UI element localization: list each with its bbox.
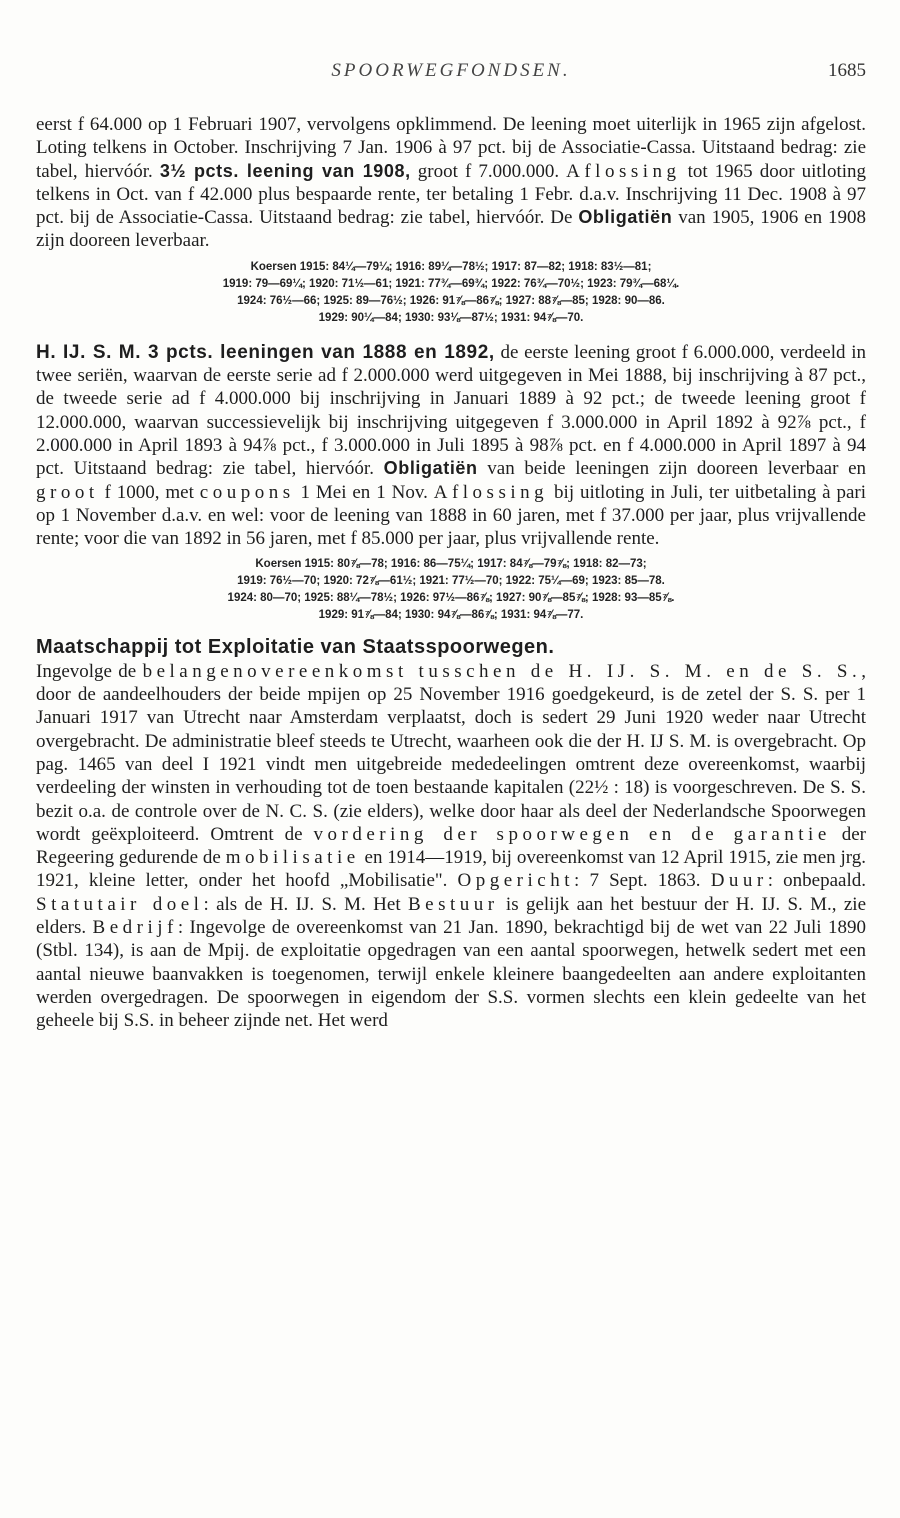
body-text: [36, 113, 866, 1033]
price-line: 1924: 76½—66; 1925: 89—76½; 1926: 91⅞—86⅞; 1927: 88⅞—85; 1928: 90—86.: [237, 294, 665, 307]
spaced-term: Aflossing: [433, 481, 549, 503]
paragraph-staatsspoorwegen: [36, 660, 866, 1033]
text-run: der Regeering gedurende de: [36, 823, 866, 869]
price-table-1: [36, 259, 866, 327]
spaced-term: mobilisatie: [225, 847, 360, 869]
section-heading: Maatschappij tot Exploitatie van Staatsspoorwegen.: [36, 636, 555, 659]
price-table-2: [36, 556, 866, 624]
price-line: 1929: 90¼—84; 1930: 93⅛—87½; 1931: 94⅞—70.: [318, 311, 584, 324]
text-run: : als de H. IJ. S. M. Het: [203, 893, 408, 915]
page-number: 1685: [828, 60, 866, 81]
spaced-term: coupons: [199, 481, 295, 503]
text-run: van 1905, 1906 en 1908 zijn dooreen leverbaar.: [36, 207, 866, 252]
spaced-term: Bestuur: [407, 893, 499, 915]
spaced-term: Opgericht: [457, 870, 575, 892]
running-title: SPOORWEGFONDSEN.: [331, 60, 571, 81]
text-run: : Ingevolge de overeenkomst van 21 Jan. 1890, bekrachtigd bij de wet van 22 Juli 1890 (Stbl. 134), is aan de Mpij. de exploitatie opgedragen van een aantal spoorwegen, hetwelk sedert met een aantal nieuwe baanvakken is toegenomen, terwijl enkele kleinere baangedeelten aan andere exploitanten werden overgedragen. De spoorwegen in eigendom der S.S. vormen slechts een klein gedeelte van het geheele bij S.S. in beheer zijnde net. Het werd: [36, 917, 866, 1032]
spaced-term: Bedrijf: [92, 917, 178, 939]
text-run: : onbepaald.: [767, 870, 867, 892]
spaced-term: groot: [36, 481, 99, 503]
price-line: 1919: 79—69¼; 1920: 71½—61; 1921: 77¾—69¾; 1922: 76¾—70½; 1923: 79¾—68¼.: [222, 277, 680, 290]
price-line: Koersen 1915: 84¼—79¼; 1916: 89¼—78½; 1917: 87—82; 1918: 83½—81;: [250, 260, 652, 273]
obligations-heading: Obligatiën: [578, 207, 673, 228]
spaced-term: vordering der spoorwegen en de garantie: [313, 823, 831, 845]
text-run: , door de aandeelhouders der beide mpijen op 25 November 1916 goedgekeurd, is de zetel der S. S. per 1 Januari 1917 van Utrecht naar Amsterdam verplaatst, doch is sedert 29 Juni 1920 weder naar Utrecht overgebracht. De administratie bleef steeds te Utrecht, waarheen ook die der H. IJ S. M. is overgebracht. Op pag. 1465 van deel I 1921 vindt men uitgebreide mededeelingen omtrent deze overeenkomst, waarbij verdeeling der winsten in verhouding tot de toen bestaande kapitalen (22½ : 18) is voorgeschreven. De S. S. bezit o.a. de controle over de N. C. S. (zie elders), welke door haar als deel der Nederlandsche Spoorwegen wordt geëxploiteerd. Omtrent de: [36, 660, 866, 845]
spaced-term: Statutair doel: [36, 893, 204, 915]
text-run: de eerste leening groot f 6.000.000, verdeeld in twee seriën, waarvan de eerste serie ad f 2.000.000 werd uitgegeven in Mei 1888, bij inschrijving à 87 pct., de tweede serie ad f 4.000.000 bij inschrijving in Januari 1889 à 92 pct.; de tweede leening groot f 12.000.000, waarvan successievelijk bij inschrijving uitgegeven f 3.000.000 in April 1892 à 92⅞ pct., f 2.000.000 in April 1893 à 94⅞ pct., f 3.000.000 in Juli 1895 à 98⅞ pct. en f 4.000.000 in April 1897 à 94 pct. Uitstaand bedrag: zie tabel, hiervóór.: [36, 341, 866, 480]
obligations-heading: Obligatiën: [383, 458, 478, 479]
price-line: Koersen 1915: 80⅞—78; 1916: 86—75¼; 1917: 84⅞—79⅞; 1918: 82—73;: [255, 558, 647, 571]
paragraph-loan-1908: [36, 113, 866, 253]
text-run: tot 1965 door uitloting telkens in Oct. van f 42.000 plus bespaarde rente, ter betaling 1 Febr. d.a.v. Inschrijving 11 Dec. 1908 à 97 pct. bij de Associatie-Cassa. Uitstaand bedrag: zie tabel, hiervóór. De: [36, 160, 866, 229]
text-run: eerst f 64.000 op 1 Februari 1907, vervolgens opklimmend. De leening moet uiterlijk in 1965 zijn afgelost. Loting telkens in October. Inschrijving 7 Jan. 1906 à 97 pct. bij de Associatie-Cassa. Uitstaand bedrag: zie tabel, hiervóór.: [36, 114, 866, 182]
spaced-term: Aflossing: [566, 160, 681, 182]
spaced-term: Duur: [710, 870, 768, 892]
text-run: Ingevolge de: [36, 660, 143, 682]
text-run: en 1914—1919, bij overeenkomst van 12 April 1915, zie men jrg. 1921, kleine letter, onder het hoofd „Mobilisatie".: [36, 847, 867, 892]
price-line: 1919: 76½—70; 1920: 72⅞—61½; 1921: 77½—70; 1922: 75¼—69; 1923: 85—78.: [237, 575, 665, 588]
spaced-term: belangenovereenkomst tusschen de H. IJ. S. M. en de S. S.: [142, 660, 862, 682]
loan-heading: 3½ pcts. leening van 1908,: [159, 160, 411, 181]
loan-heading: H. IJ. S. M. 3 pcts. leeningen van 1888 en 1892,: [36, 341, 495, 363]
text-run: f 1000, met: [98, 481, 200, 503]
text-run: van beide leeningen zijn dooreen leverbaar en: [477, 458, 867, 480]
page-header: [36, 60, 866, 92]
price-line: 1929: 91⅞—84; 1930: 94⅞—86⅞; 1931: 94⅞—77.: [318, 609, 584, 622]
text-run: groot f 7.000.000.: [410, 160, 567, 182]
text-run: bij uitloting in Juli, ter uitbetaling à pari op 1 November d.a.v. en wel: voor de leening van 1888 in 60 jaren, met f 37.000 per jaar, plus vrijvallende rente; voor die van 1892 in 56 jaren, met f 85.000 per jaar, plus vrijvallende rente.: [36, 481, 866, 550]
text-run: 1 Mei en 1 Nov.: [294, 481, 434, 503]
paragraph-hijsm-loans: [36, 341, 866, 551]
text-run: : 7 Sept. 1863.: [574, 870, 711, 892]
price-line: 1924: 80—70; 1925: 88¼—78½; 1926: 97½—86⅞; 1927: 90⅞—85⅞; 1928: 93—85⅞.: [227, 592, 675, 605]
text-run: is gelijk aan het bestuur der H. IJ. S. M., zie elders.: [36, 893, 867, 939]
